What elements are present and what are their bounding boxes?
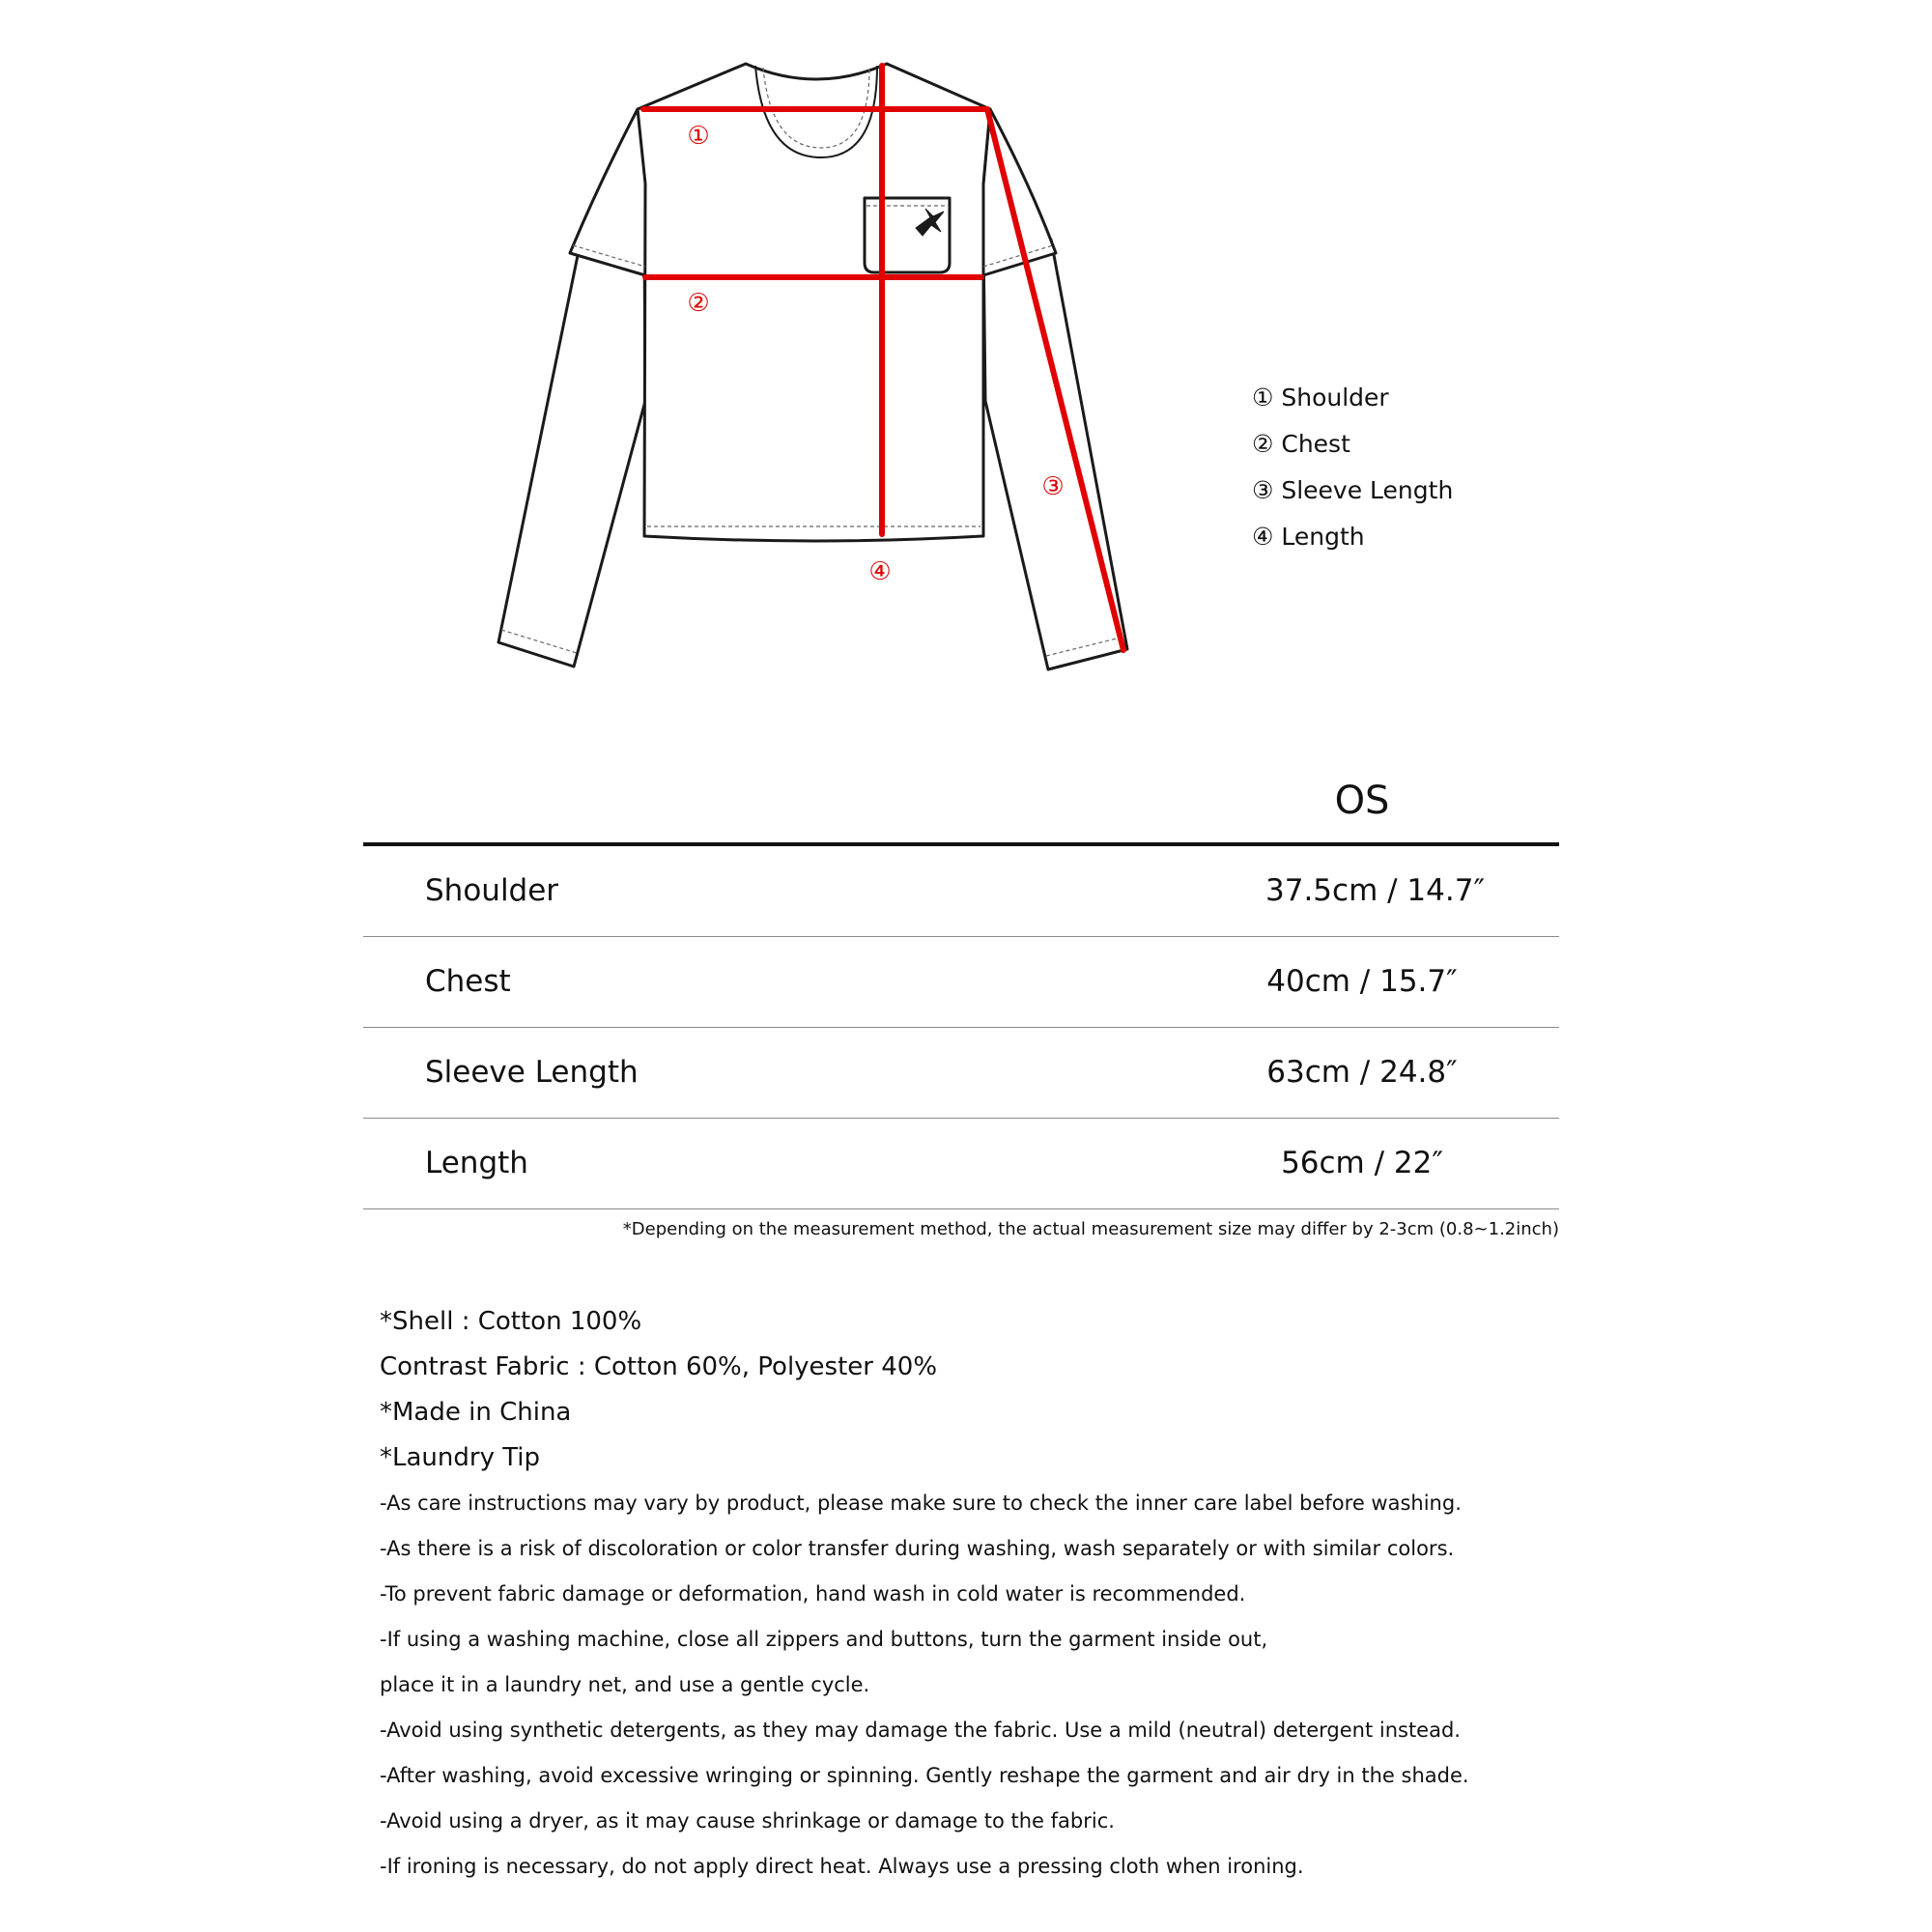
measurement-legend	[1252, 375, 1453, 560]
legend-item-length: ④ Length	[1252, 523, 1365, 551]
laundry-tip: place it in a laundry net, and use a gentle cycle.	[380, 1673, 870, 1696]
marker-2: ②	[687, 289, 710, 318]
legend-item-shoulder: ① Shoulder	[1252, 384, 1389, 412]
measurement-note: *Depending on the measurement method, the actual measurement size may differ by 2-3cm (0.8~1.2inch)	[622, 1219, 1559, 1239]
laundry-tip: -If ironing is necessary, do not apply direct heat. Always use a pressing cloth when ironing.	[380, 1855, 1304, 1878]
marker-3: ③	[1041, 472, 1065, 501]
table-row	[363, 937, 1559, 1028]
laundry-tip: -Avoid using synthetic detergents, as they may damage the fabric. Use a mild (neutral) detergent instead.	[380, 1719, 1461, 1742]
table-row	[363, 846, 1559, 937]
laundry-title: *Laundry Tip	[380, 1443, 541, 1472]
product-info	[380, 1299, 1568, 1889]
marker-1: ①	[687, 122, 710, 151]
row-value: 56cm / 22″	[1281, 1146, 1443, 1180]
row-value: 63cm / 24.8″	[1266, 1055, 1458, 1090]
laundry-tip: -If using a washing machine, close all zippers and buttons, turn the garment inside out,	[380, 1628, 1268, 1651]
garment-measurement-diagram	[0, 0, 1932, 753]
laundry-tip: -Avoid using a dryer, as it may cause shrinkage or damage to the fabric.	[380, 1809, 1115, 1833]
row-label: Shoulder	[425, 873, 559, 908]
contrast-material: Contrast Fabric : Cotton 60%, Polyester 40%	[380, 1352, 938, 1381]
row-value: 37.5cm / 14.7″	[1265, 873, 1486, 908]
shell-material: *Shell : Cotton 100%	[380, 1307, 642, 1336]
laundry-tip: -After washing, avoid excessive wringing or spinning. Gently reshape the garment and air dry in the shade.	[380, 1764, 1469, 1787]
laundry-tip: -As there is a risk of discoloration or color transfer during washing, wash separately or with similar colors.	[380, 1537, 1455, 1560]
legend-item-sleeve-length: ③ Sleeve Length	[1252, 476, 1454, 504]
origin: *Made in China	[380, 1398, 572, 1427]
legend-item-chest: ② Chest	[1252, 430, 1350, 458]
chest-pocket	[865, 198, 950, 272]
row-value: 40cm / 15.7″	[1266, 964, 1458, 999]
table-row	[363, 1028, 1559, 1119]
size-column-header: OS	[1334, 779, 1390, 823]
row-label: Sleeve Length	[425, 1055, 639, 1090]
marker-4: ④	[868, 557, 892, 586]
left-long-sleeve	[498, 237, 645, 667]
right-long-sleeve	[983, 237, 1127, 669]
left-short-sleeve	[570, 109, 649, 275]
row-label: Length	[425, 1146, 528, 1180]
size-table	[363, 842, 1559, 1209]
row-label: Chest	[425, 964, 511, 999]
table-row	[363, 1119, 1559, 1209]
laundry-tip: -As care instructions may vary by product, please make sure to check the inner care label before washing.	[380, 1492, 1462, 1515]
laundry-tip: -To prevent fabric damage or deformation, hand wash in cold water is recommended.	[380, 1582, 1246, 1605]
